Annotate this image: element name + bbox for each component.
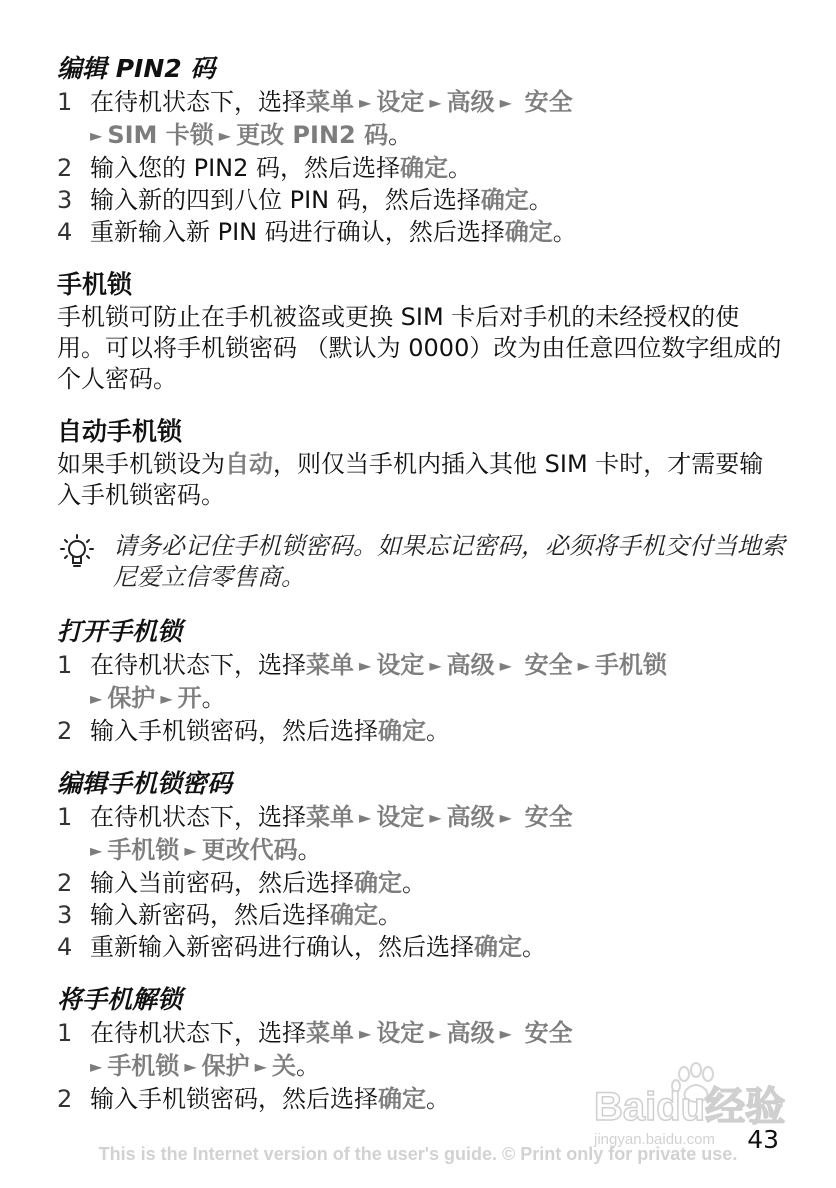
- menu-item-ok: 确定: [480, 186, 529, 214]
- lightbulb-icon: [57, 531, 101, 575]
- step-punct: 。: [448, 154, 473, 182]
- arrow-icon: ►: [499, 808, 512, 827]
- arrow-icon: ►: [359, 93, 372, 112]
- menu-item-security: 安全: [524, 88, 573, 116]
- menu-item-advanced: 高级: [446, 651, 495, 679]
- menu-item-phone-lock: 手机锁: [594, 651, 667, 679]
- menu-item-security: 安全: [524, 803, 573, 831]
- section-open-lock: [57, 615, 787, 747]
- step-list: [57, 801, 787, 963]
- step-item: [57, 899, 787, 931]
- page-number: 43: [747, 1125, 779, 1154]
- manual-page: [57, 52, 787, 1135]
- section-phone-lock: [57, 268, 787, 395]
- step-punct: 。: [426, 717, 450, 745]
- step-item: [57, 649, 787, 715]
- menu-item-menu: 菜单: [306, 88, 354, 116]
- menu-item-sim-lock: SIM 卡锁: [107, 121, 214, 149]
- step-text: 在待机状态下，选择: [90, 803, 306, 831]
- menu-item-settings: 设定: [376, 1019, 425, 1047]
- step-punct: 。: [522, 933, 546, 961]
- section-body: [57, 449, 787, 511]
- step-punct: 。: [201, 684, 226, 712]
- arrow-icon: ►: [160, 689, 173, 708]
- arrow-icon: ►: [429, 93, 442, 112]
- step-item: [57, 86, 787, 152]
- watermark-logo-text: Baidu经验: [594, 1085, 786, 1129]
- step-number: 2: [57, 154, 73, 182]
- step-text: 重新输入新 PIN 码进行确认，然后选择: [90, 218, 505, 246]
- tip-text: 请务必记住手机锁密码。如果忘记密码，必须将手机交付当地索尼爱立信零售商。: [113, 532, 785, 591]
- menu-item-phone-lock: 手机锁: [107, 836, 180, 864]
- arrow-icon: ►: [184, 1057, 197, 1076]
- menu-item-ok: 确定: [504, 218, 553, 246]
- step-number: 1: [57, 88, 73, 116]
- section-title: 打开手机锁: [57, 617, 183, 646]
- step-text: 在待机状态下，选择: [90, 88, 306, 116]
- section-title: 编辑手机锁密码: [57, 769, 233, 798]
- section-title: 自动手机锁: [57, 417, 183, 446]
- step-punct: 。: [402, 869, 426, 897]
- menu-item-menu: 菜单: [306, 1019, 354, 1047]
- step-number: 4: [57, 218, 73, 246]
- menu-item-ok: 确定: [474, 933, 522, 961]
- section-body: 手机锁可防止在手机被盗或更换 SIM 卡后对手机的未经授权的使用。可以将手机锁密码 （默认为 0000）改为由任意四位数字组成的个人密码。: [57, 303, 782, 393]
- step-list: [57, 649, 787, 747]
- step-text: 输入手机锁密码，然后选择: [90, 717, 378, 745]
- arrow-icon: ►: [90, 841, 103, 860]
- menu-item-auto: 自动: [225, 450, 273, 478]
- menu-item-settings: 设定: [376, 651, 425, 679]
- menu-item-change-code: 更改代码: [201, 836, 298, 864]
- section-edit-code: [57, 767, 787, 963]
- arrow-icon: ►: [359, 656, 372, 675]
- arrow-icon: ►: [254, 1057, 267, 1076]
- step-text: 输入当前密码，然后选择: [90, 869, 354, 897]
- step-item: [57, 152, 787, 184]
- step-number: 2: [57, 869, 73, 897]
- body-text: 如果手机锁设为: [57, 450, 225, 478]
- menu-item-advanced: 高级: [446, 803, 495, 831]
- step-item: [57, 184, 787, 216]
- arrow-icon: ►: [90, 689, 103, 708]
- step-list: [57, 86, 787, 248]
- menu-item-protection: 保护: [107, 684, 156, 712]
- step-number: 2: [57, 1085, 73, 1113]
- arrow-icon: ►: [359, 808, 372, 827]
- step-text: 在待机状态下，选择: [90, 1019, 306, 1047]
- step-item: [57, 931, 787, 963]
- section-title: 将手机解锁: [57, 985, 183, 1014]
- step-punct: 。: [552, 218, 577, 246]
- step-punct: 。: [426, 1085, 450, 1113]
- arrow-icon: ►: [429, 808, 442, 827]
- menu-item-settings: 设定: [376, 88, 425, 116]
- arrow-icon: ►: [499, 1024, 512, 1043]
- menu-item-change-pin2: 更改 PIN2 码: [236, 121, 389, 149]
- menu-item-ok: 确定: [330, 901, 378, 929]
- footer-notice: This is the Internet version of the user's guide. © Print only for private use.: [98, 1144, 738, 1164]
- menu-item-advanced: 高级: [446, 88, 495, 116]
- step-text: 输入您的 PIN2 码，然后选择: [90, 154, 401, 182]
- step-text: 输入手机锁密码，然后选择: [90, 1085, 378, 1113]
- step-punct: 。: [297, 836, 322, 864]
- menu-item-ok: 确定: [400, 154, 449, 182]
- menu-item-menu: 菜单: [306, 803, 354, 831]
- arrow-icon: ►: [184, 841, 197, 860]
- arrow-icon: ►: [218, 126, 232, 145]
- step-item: [57, 801, 787, 867]
- arrow-icon: ►: [499, 93, 512, 112]
- step-number: 1: [57, 1019, 73, 1047]
- menu-item-menu: 菜单: [306, 651, 354, 679]
- watermark-url: jingyan.baidu.com: [594, 1131, 715, 1148]
- step-text: 输入新的四到八位 PIN 码，然后选择: [90, 186, 481, 214]
- step-number: 1: [57, 651, 73, 679]
- step-text: 在待机状态下，选择: [90, 651, 306, 679]
- section-title: 手机锁: [57, 270, 133, 299]
- arrow-icon: ►: [359, 1024, 372, 1043]
- arrow-icon: ►: [429, 656, 442, 675]
- menu-item-advanced: 高级: [446, 1019, 495, 1047]
- step-number: 4: [57, 933, 73, 961]
- step-punct: 。: [528, 186, 553, 214]
- step-item: [57, 867, 787, 899]
- menu-item-ok: 确定: [378, 1085, 426, 1113]
- step-punct: 。: [378, 901, 402, 929]
- step-punct: 。: [388, 121, 413, 149]
- menu-item-security: 安全: [524, 651, 573, 679]
- step-number: 1: [57, 803, 73, 831]
- step-number: 3: [57, 901, 73, 929]
- section-title: 编辑 PIN2 码: [57, 54, 216, 83]
- menu-item-settings: 设定: [376, 803, 425, 831]
- arrow-icon: ►: [429, 1024, 442, 1043]
- menu-item-off: 关: [271, 1052, 296, 1080]
- arrow-icon: ►: [499, 656, 512, 675]
- arrow-icon: ►: [90, 1057, 103, 1076]
- menu-item-security: 安全: [524, 1019, 573, 1047]
- tip-note: [57, 531, 787, 593]
- step-item: [57, 216, 787, 248]
- arrow-icon: ►: [90, 126, 103, 145]
- step-punct: 。: [295, 1052, 320, 1080]
- section-edit-pin2: [57, 52, 787, 248]
- step-text: 输入新密码，然后选择: [90, 901, 330, 929]
- menu-item-phone-lock: 手机锁: [107, 1052, 180, 1080]
- menu-item-on: 开: [177, 684, 202, 712]
- step-text: 重新输入新密码进行确认，然后选择: [90, 933, 474, 961]
- step-number: 3: [57, 186, 73, 214]
- menu-item-ok: 确定: [354, 869, 402, 897]
- menu-item-ok: 确定: [378, 717, 426, 745]
- menu-item-protection: 保护: [201, 1052, 250, 1080]
- body-text: ，则仅当手机内插入其他 SIM 卡时，才需要输入手机锁密码。: [57, 450, 764, 509]
- step-number: 2: [57, 717, 73, 745]
- arrow-icon: ►: [577, 656, 590, 675]
- step-item: [57, 715, 787, 747]
- section-auto-lock: [57, 415, 787, 511]
